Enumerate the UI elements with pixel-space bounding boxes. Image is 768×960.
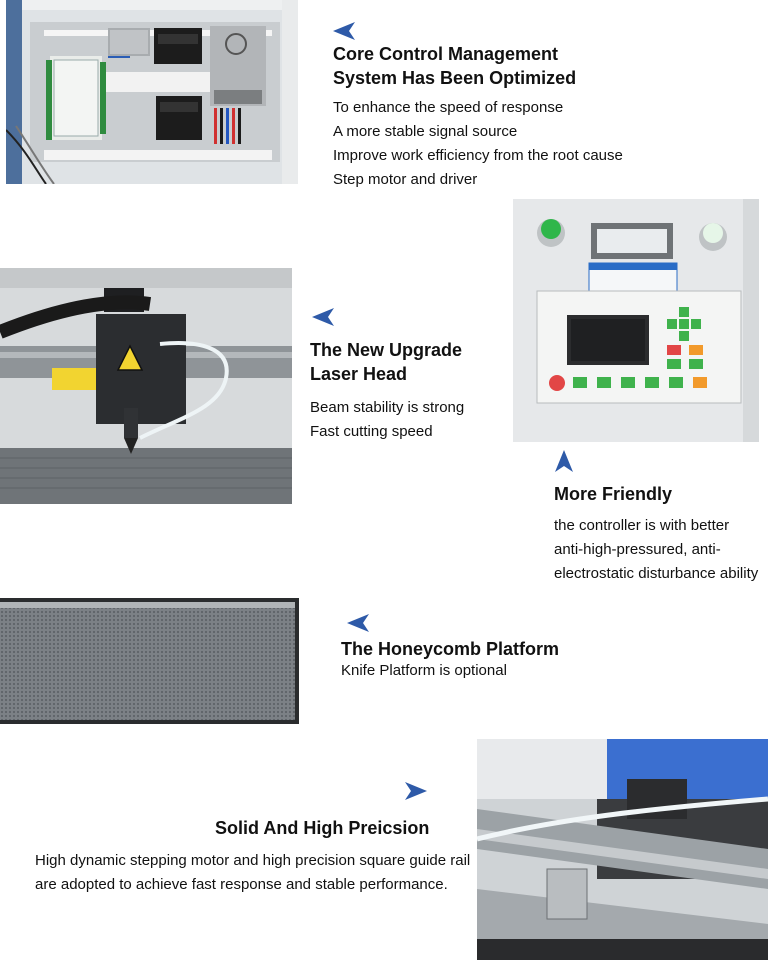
precision-text-line-2: are adopted to achieve fast response and stable performance. (35, 876, 448, 893)
friendly-text-line-2: anti-high-pressured, anti- (554, 541, 721, 558)
control-cabinet-photo (6, 0, 298, 184)
laser-head-text-line-1: Beam stability is strong (310, 399, 465, 416)
friendly-text-line-1: the controller is with better (554, 517, 730, 534)
control-title-line-2: System Has Been Optimized (333, 68, 577, 88)
control-text-line-3: Improve work efficiency from the root cause (333, 147, 623, 164)
laser-head-title-line-2: Laser Head (310, 364, 408, 384)
control-text-line-2: A more stable signal source (333, 123, 518, 140)
laser-head-text-line-2: Fast cutting speed (310, 423, 433, 440)
control-text-line-1: To enhance the speed of response (333, 99, 564, 116)
friendly-title: More Friendly (554, 484, 673, 504)
precision-text-line-1: High dynamic stepping motor and high precision square guide rail (35, 852, 471, 869)
control-title-line-1: Core Control Management (333, 44, 559, 64)
friendly-text-line-3: electrostatic disturbance ability (554, 565, 759, 582)
laser-head-title-line-1: The New Upgrade (310, 340, 463, 360)
honeycomb-title: The Honeycomb Platform (341, 639, 560, 659)
triangle-left-icon (312, 308, 334, 331)
controller-panel-photo (513, 199, 759, 442)
guide-rail-photo (477, 739, 768, 960)
triangle-right-icon (405, 782, 427, 805)
control-text-line-4: Step motor and driver (333, 171, 478, 188)
honeycomb-text: Knife Platform is optional (341, 662, 507, 679)
triangle-left-icon (347, 614, 369, 637)
triangle-up-icon (555, 450, 573, 477)
honeycomb-platform-photo (0, 598, 299, 724)
laser-head-photo (0, 268, 292, 504)
precision-title: Solid And High Preicsion (215, 818, 430, 838)
